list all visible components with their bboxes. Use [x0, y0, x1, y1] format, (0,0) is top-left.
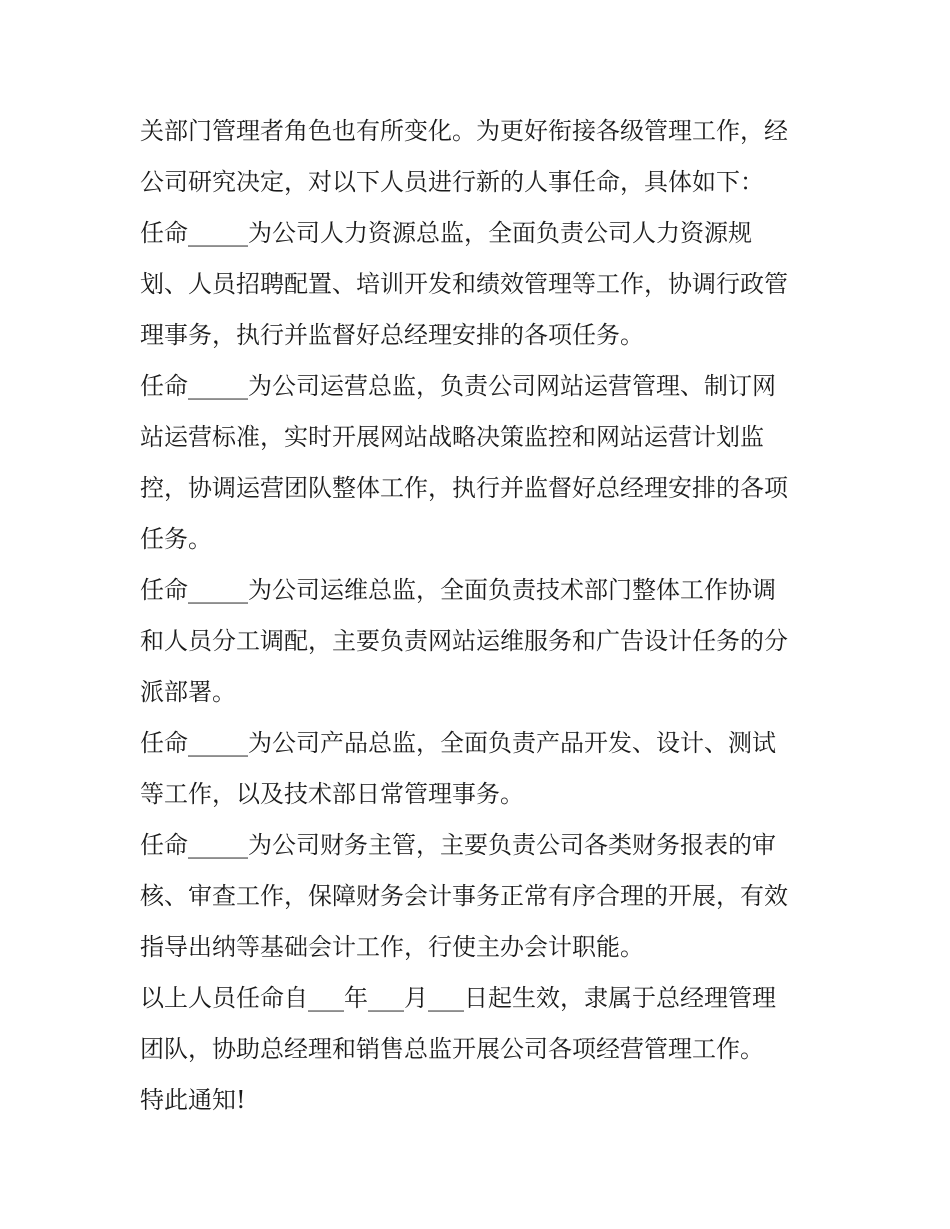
text-line: 任命_____为公司人力资源总监，全面负责公司人力资源规: [140, 219, 752, 247]
text-line: 公司研究决定，对以下人员进行新的人事任命，具体如下：: [140, 168, 764, 196]
text-line: 任命_____为公司产品总监，全面负责产品开发、设计、测试: [140, 729, 776, 757]
text-line: 关部门管理者角色也有所变化。为更好衔接各级管理工作，经: [140, 117, 788, 145]
text-line: 派部署。: [140, 678, 236, 706]
closing-line: 特此通知!: [140, 1086, 246, 1114]
text-line: 任务。: [140, 525, 212, 553]
text-line: 站运营标准，实时开展网站战略决策监控和网站运营计划监: [140, 423, 764, 451]
text-line: 团队，协助总经理和销售总监开展公司各项经营管理工作。: [140, 1035, 764, 1063]
text-line: 理事务，执行并监督好总经理安排的各项任务。: [140, 321, 644, 349]
text-line: 控，协调运营团队整体工作，执行并监督好总经理安排的各项: [140, 474, 788, 502]
document-body: [140, 106, 820, 1126]
text-line: 以上人员任命自___年___月___日起生效，隶属于总经理管理: [140, 984, 776, 1012]
text-line: 和人员分工调配，主要负责网站运维服务和广告设计任务的分: [140, 627, 788, 655]
text-line: 指导出纳等基础会计工作，行使主办会计职能。: [140, 933, 644, 961]
text-line: 划、人员招聘配置、培训开发和绩效管理等工作，协调行政管: [140, 270, 788, 298]
text-line: 任命_____为公司运营总监，负责公司网站运营管理、制订网: [140, 372, 776, 400]
text-line: 核、审查工作，保障财务会计事务正常有序合理的开展，有效: [140, 882, 788, 910]
text-line: 等工作，以及技术部日常管理事务。: [140, 780, 524, 808]
text-line: 任命_____为公司运维总监，全面负责技术部门整体工作协调: [140, 576, 776, 604]
text-line: 任命_____为公司财务主管，主要负责公司各类财务报表的审: [140, 831, 776, 859]
